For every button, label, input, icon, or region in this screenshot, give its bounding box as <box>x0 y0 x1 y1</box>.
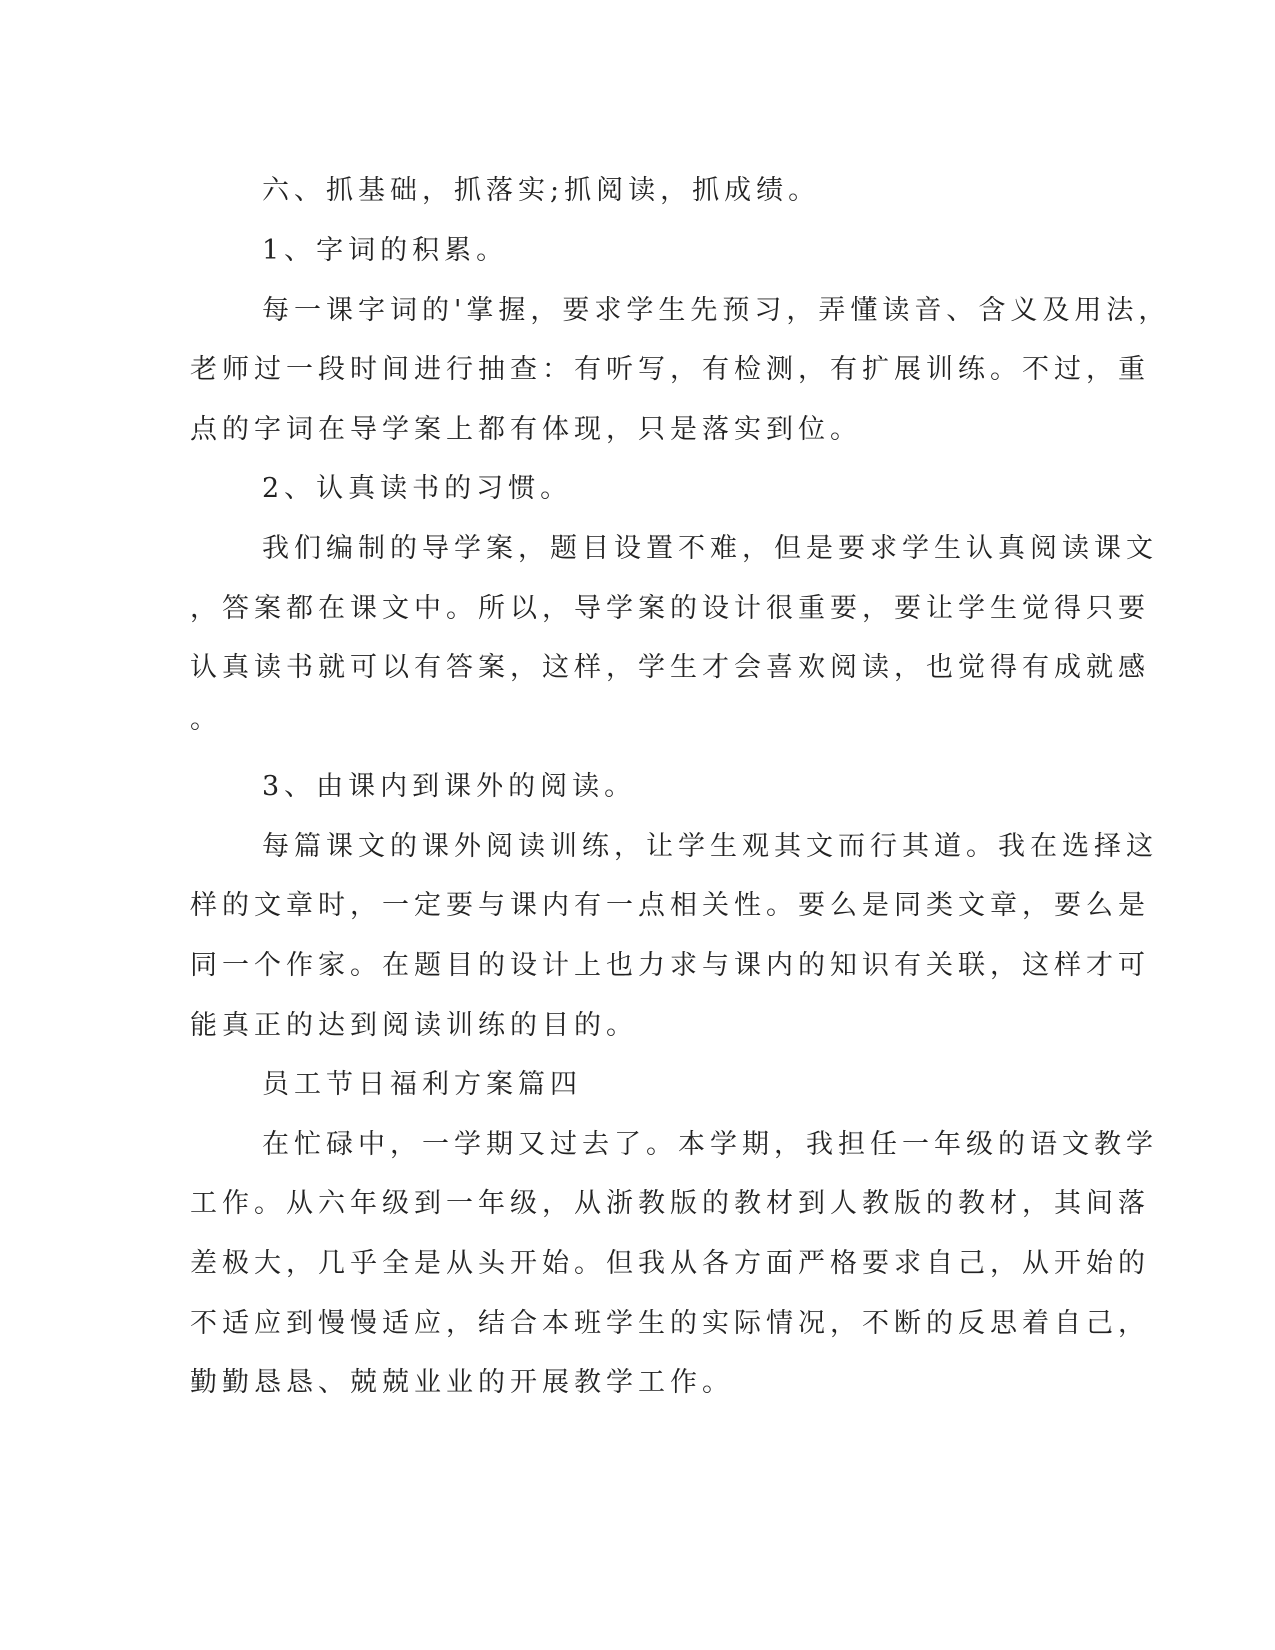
paragraph-line: 同一个作家。在题目的设计上也力求与课内的知识有关联，这样才可 <box>190 950 1150 981</box>
paragraph-line: 认真读书就可以有答案，这样，学生才会喜欢阅读，也觉得有成就感 <box>190 652 1150 683</box>
subheading: 2、认真读书的习惯。 <box>262 473 573 504</box>
paragraph-line: 。 <box>190 704 222 735</box>
section-heading: 员工节日福利方案篇四 <box>262 1069 582 1100</box>
subheading: 1、字词的积累。 <box>262 235 509 266</box>
paragraph-line: 我们编制的导学案，题目设置不难，但是要求学生认真阅读课文 <box>262 533 1158 564</box>
subheading: 3、由课内到课外的阅读。 <box>262 771 637 802</box>
paragraph-line: 每一课字词的'掌握，要求学生先预习，弄懂读音、含义及用法， <box>262 295 1171 326</box>
paragraph-line: 每篇课文的课外阅读训练，让学生观其文而行其道。我在选择这 <box>262 831 1158 862</box>
paragraph-line: ，答案都在课文中。所以，导学案的设计很重要，要让学生觉得只要 <box>190 593 1150 624</box>
section-heading: 六、抓基础，抓落实;抓阅读，抓成绩。 <box>262 175 821 206</box>
paragraph-line: 工作。从六年级到一年级，从浙教版的教材到人教版的教材，其间落 <box>190 1188 1150 1219</box>
paragraph-line: 差极大，几乎全是从头开始。但我从各方面严格要求自己，从开始的 <box>190 1248 1150 1279</box>
paragraph-line: 老师过一段时间进行抽查：有听写，有检测，有扩展训练。不过，重 <box>190 354 1150 385</box>
paragraph-line: 能真正的达到阅读训练的目的。 <box>190 1010 638 1041</box>
paragraph-line: 样的文章时，一定要与课内有一点相关性。要么是同类文章，要么是 <box>190 890 1150 921</box>
paragraph-line: 勤勤恳恳、兢兢业业的开展教学工作。 <box>190 1367 734 1398</box>
paragraph-line: 点的字词在导学案上都有体现，只是落实到位。 <box>190 414 862 445</box>
paragraph-line: 不适应到慢慢适应，结合本班学生的实际情况，不断的反思着自己， <box>190 1308 1150 1339</box>
paragraph-line: 在忙碌中，一学期又过去了。本学期，我担任一年级的语文教学 <box>262 1129 1158 1160</box>
